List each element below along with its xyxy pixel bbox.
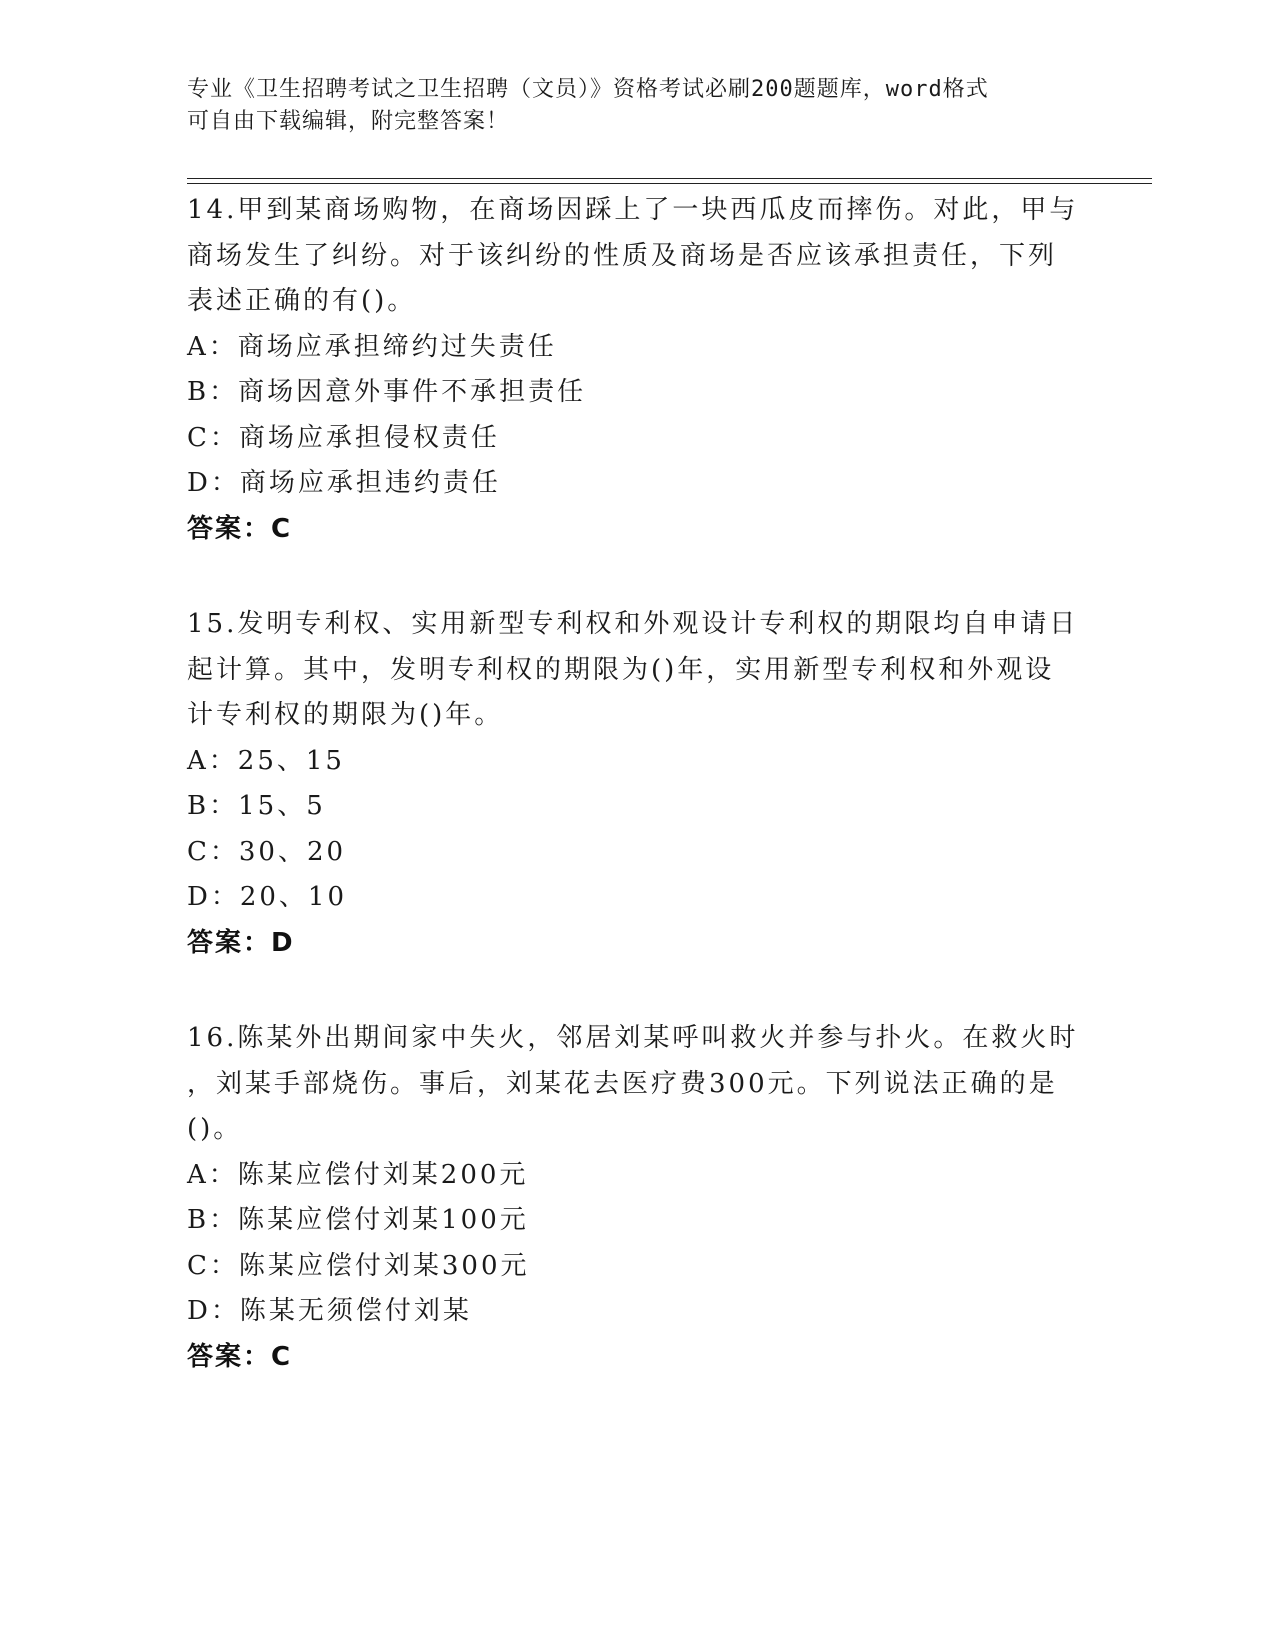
option-a: A：25、15 xyxy=(187,745,345,776)
header-divider-bottom xyxy=(187,183,1152,184)
question-text-line: ，刘某手部烧伤。事后，刘某花去医疗费300元。下列说法正确的是 xyxy=(187,1068,1058,1099)
page-header xyxy=(187,74,1067,138)
option-a: A：陈某应偿付刘某200元 xyxy=(187,1159,529,1190)
question-spacer xyxy=(187,966,1087,1016)
question-text-line: 商场发生了纠纷。对于该纠纷的性质及商场是否应该承担责任，下列 xyxy=(187,240,1058,271)
option-d: D：20、10 xyxy=(187,882,348,912)
header-divider-top xyxy=(187,178,1152,179)
option-a: A：商场应承担缔约过失责任 xyxy=(187,331,557,362)
option-c: C：30、20 xyxy=(187,836,347,867)
question-list xyxy=(187,188,1087,1380)
answer: 答案：C xyxy=(187,513,293,544)
header-line-2: 可自由下载编辑，附完整答案！ xyxy=(187,109,510,134)
question-text-line: 起计算。其中，发明专利权的期限为()年，实用新型专利权和外观设 xyxy=(187,654,1055,685)
question-15 xyxy=(187,602,1087,966)
option-c: C：商场应承担侵权责任 xyxy=(187,422,500,453)
question-text-line: 15.发明专利权、实用新型专利权和外观设计专利权的期限均自申请日 xyxy=(187,609,1079,639)
option-d: D：陈某无须偿付刘某 xyxy=(187,1296,472,1326)
question-text-line: ()。 xyxy=(187,1114,243,1144)
answer: 答案：C xyxy=(187,1341,293,1372)
question-spacer xyxy=(187,552,1087,602)
question-14 xyxy=(187,188,1087,552)
question-text-line: 表述正确的有()。 xyxy=(187,286,417,316)
question-text-line: 14.甲到某商场购物，在商场因踩上了一块西瓜皮而摔伤。对此，甲与 xyxy=(187,195,1079,225)
option-c: C：陈某应偿付刘某300元 xyxy=(187,1250,530,1281)
question-16 xyxy=(187,1016,1087,1380)
option-b: B：陈某应偿付刘某100元 xyxy=(187,1205,529,1235)
question-text-line: 计专利权的期限为()年。 xyxy=(187,700,504,730)
question-text-line: 16.陈某外出期间家中失火，邻居刘某呼叫救火并参与扑火。在救火时 xyxy=(187,1023,1079,1053)
header-line-1: 专业《卫生招聘考试之卫生招聘（文员）》资格考试必刷200题题库，word格式 xyxy=(187,77,989,102)
option-b: B：15、5 xyxy=(187,791,326,821)
option-d: D：商场应承担违约责任 xyxy=(187,468,501,498)
answer: 答案：D xyxy=(187,927,295,958)
option-b: B：商场因意外事件不承担责任 xyxy=(187,377,587,407)
